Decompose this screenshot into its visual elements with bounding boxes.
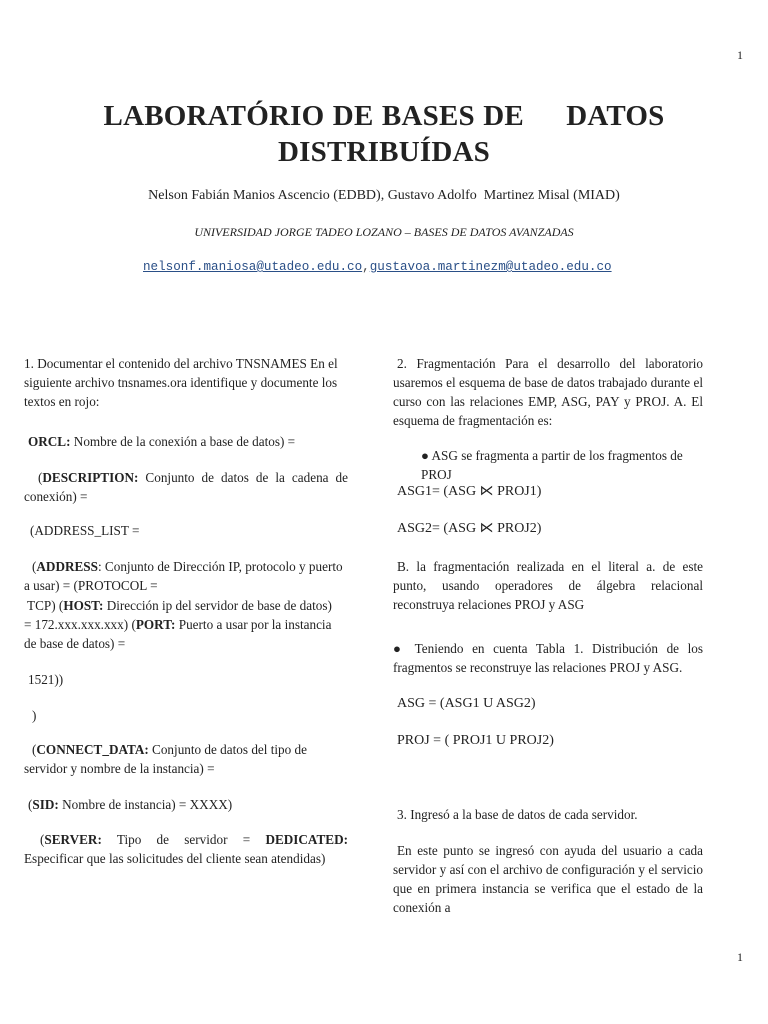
- address-list-entry: (ADDRESS_LIST =: [30, 523, 140, 538]
- port-entry-continued: de base de datos) =: [24, 636, 126, 651]
- authors: Nelson Fabián Manios Ascencio (EDBD), Gustavo Adolfo Martinez Misal (MIAD): [148, 188, 620, 203]
- formula-asg2: ASG2= (ASG ⋉ PROJ2): [397, 521, 542, 536]
- server-text-2: Especificar que las solicitudes del cliente sean atendidas): [24, 851, 326, 866]
- address-prefix: (: [32, 559, 37, 574]
- sid-text: Nombre de instancia) = XXXX): [58, 797, 233, 812]
- server-label: SERVER:: [44, 832, 102, 847]
- host-text: Dirección ip del servidor de base de datos): [103, 598, 332, 613]
- orcl-text: Nombre de la conexión a base de datos) =: [70, 434, 296, 449]
- port-entry: [24, 615, 348, 634]
- ip-text: = 172.xxx.xxx.xxx) (: [24, 617, 136, 632]
- formula-asg: ASG = (ASG1 U ASG2): [397, 696, 536, 711]
- description-entry: [24, 468, 348, 506]
- formula-proj: PROJ = ( PROJ1 U PROJ2): [397, 733, 554, 748]
- address-label: ADDRESS: [36, 559, 98, 574]
- server-entry: [24, 830, 348, 868]
- part-b-text: B. la fragmentación realizada en el literal a. de este punto, usando operadores de álgebra relacional reconstruya relaciones PROJ y ASG: [393, 559, 703, 612]
- formula-asg1: ASG1= (ASG ⋉ PROJ1): [397, 484, 542, 499]
- section-3-heading: 3. Ingresó a la base de datos de cada servidor.: [397, 807, 638, 822]
- connect-prefix: (: [32, 742, 37, 757]
- document-title-line-1: LABORATÓRIO DE BASES DE DATOS: [103, 100, 665, 132]
- page-number-top: 1: [737, 48, 743, 62]
- server-prefix: (: [40, 832, 45, 847]
- email-separator: ,: [362, 260, 370, 274]
- email-link-1[interactable]: nelsonf.maniosa@utadeo.edu.co: [143, 260, 363, 274]
- orcl-label: ORCL:: [28, 434, 71, 449]
- section-3-body: En este punto se ingresó con ayuda del usuario a cada servidor y así con el archivo de configuración y el servicio que en primera instancia se verifica que el estado de la conexión a: [393, 843, 703, 915]
- university: UNIVERSIDAD JORGE TADEO LOZANO – BASES DE DATOS AVANZADAS: [194, 225, 574, 239]
- section-3-text: [393, 841, 703, 917]
- connect-text: Conjunto de datos del tipo de servidor y nombre de la instancia) =: [24, 742, 307, 776]
- port-text: Puerto a usar por la instancia: [175, 617, 332, 632]
- address-entry: [24, 557, 348, 595]
- host-entry: [24, 596, 348, 615]
- orcl-entry: [28, 432, 352, 451]
- sid-label: SID:: [32, 797, 59, 812]
- fragmentation-intro: 2. Fragmentación Para el desarrollo del laboratorio usaremos el esquema de base de datos trabajado durante el curso con las relaciones EMP, ASG, PAY y PROJ. A. El esquema de fragmentación es:: [393, 356, 703, 428]
- sid-entry: [28, 795, 352, 814]
- email-link-2[interactable]: gustavoa.martinezm@utadeo.edu.co: [369, 260, 612, 274]
- tcp-text: TCP) (: [24, 598, 64, 613]
- port-label: PORT:: [135, 617, 176, 632]
- address-text: : Conjunto de Dirección IP, protocolo y puerto a usar) = (PROTOCOL =: [24, 559, 343, 593]
- description-label: DESCRIPTION:: [42, 470, 139, 485]
- dedicated-label: DEDICATED:: [265, 832, 348, 847]
- section-1-intro: 1. Documentar el contenido del archivo TNSNAMES En el siguiente archivo tnsnames.ora identifique y documente los textos en rojo:: [24, 356, 338, 409]
- bullet-tabla: ● Teniendo en cuenta Tabla 1. Distribución de los fragmentos se reconstruye las relaciones PROJ y ASG.: [393, 641, 703, 675]
- server-text: Tipo de servidor =: [101, 832, 266, 847]
- port-value: 1521)): [28, 672, 64, 687]
- description-prefix: (: [38, 470, 43, 485]
- connect-data-entry: [24, 740, 348, 778]
- part-b: [393, 557, 703, 614]
- bullet-asg: ● ASG se fragmenta a partir de los fragmentos de PROJ: [421, 448, 683, 482]
- page-number-bottom: 1: [737, 950, 743, 964]
- connect-label: CONNECT_DATA:: [36, 742, 149, 757]
- description-text: Conjunto de datos de la cadena de conexión) =: [24, 470, 348, 504]
- host-label: HOST:: [63, 598, 104, 613]
- document-title-line-2: DISTRIBUÍDAS: [278, 136, 490, 168]
- closing-paren: ): [32, 708, 37, 723]
- section-2-fragmentation: [393, 354, 703, 430]
- sid-prefix: (: [28, 797, 33, 812]
- email-line: [143, 260, 612, 274]
